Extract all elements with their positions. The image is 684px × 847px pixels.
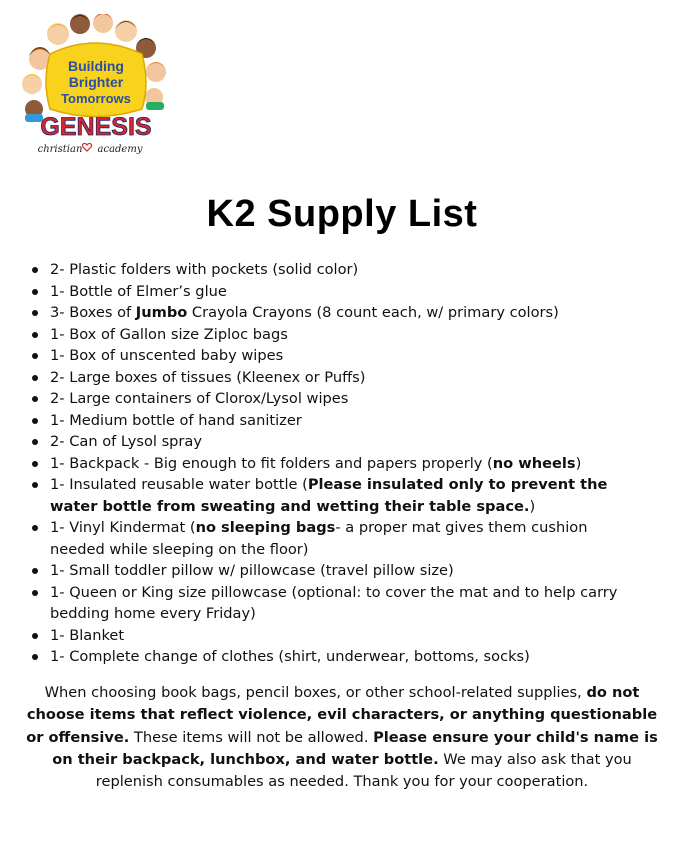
bullet-icon — [32, 654, 38, 660]
list-item — [30, 582, 645, 625]
item-text-pre: 2- Can of Lysol spray — [50, 433, 203, 450]
bullet-icon — [32, 396, 38, 402]
list-item — [30, 324, 645, 346]
footer-bold-2: Please ensure your child's name is on their backpack, lunchbox, and water bottle. — [52, 728, 658, 768]
bullet-icon — [32, 418, 38, 424]
item-text-post: - a proper mat gives them cushion needed while sleeping on the floor) — [50, 519, 588, 558]
heart-icon — [82, 144, 91, 151]
bullet-icon — [32, 439, 38, 445]
item-text-pre: 1- Vinyl Kindermat ( — [50, 519, 196, 536]
logo-line1: Building — [68, 58, 124, 74]
list-item — [30, 367, 645, 389]
list-item — [30, 517, 645, 560]
bullet-icon — [32, 353, 38, 359]
item-text-bold: Jumbo — [135, 304, 188, 321]
list-item — [30, 431, 645, 453]
list-item — [30, 388, 645, 410]
bullet-icon — [32, 525, 38, 531]
item-text-bold: no sleeping bags — [195, 519, 336, 536]
item-text-pre: 1- Complete change of clothes (shirt, underwear, bottoms, socks) — [50, 648, 530, 665]
bullet-icon — [32, 482, 38, 488]
list-item — [30, 281, 645, 303]
bullet-icon — [32, 267, 38, 273]
item-text-pre: 1- Bottle of Elmer’s glue — [50, 282, 227, 300]
item-text-pre: 3- Boxes of — [50, 304, 136, 321]
list-item — [30, 625, 645, 647]
page-title: K2 Supply List — [206, 193, 478, 235]
list-item — [30, 453, 645, 475]
list-item — [30, 560, 645, 582]
genesis-academy-logo — [20, 14, 170, 159]
bullet-icon — [32, 568, 38, 574]
item-text-bold: Please insulated only to prevent the water bottle from sweating and wetting their table space. — [50, 476, 608, 515]
item-text-pre: 1- Box of unscented baby wipes — [50, 347, 284, 364]
logo-sub-left: christian — [37, 144, 83, 155]
item-text-post: ) — [529, 497, 536, 515]
item-text-pre: 1- Small toddler pillow w/ pillowcase (travel pillow size) — [50, 562, 454, 579]
item-text-pre: 2- Plastic folders with pockets (solid color) — [50, 261, 359, 278]
list-item — [30, 474, 645, 517]
item-text-post: Crayola Crayons (8 count each, w/ primary colors) — [187, 304, 559, 321]
item-text-pre: 1- Box of Gallon size Ziploc bags — [50, 325, 288, 343]
list-item — [30, 302, 645, 324]
item-text-pre: 2- Large containers of Clorox/Lysol wipes — [50, 390, 349, 407]
logo-brand: GENESIS — [40, 113, 152, 141]
bullet-icon — [32, 375, 38, 381]
list-item — [30, 646, 645, 668]
footer-text-3: We may also ask that you replenish consumables as needed. Thank you for your cooperation. — [95, 750, 632, 791]
footer-text-2: These items will not be allowed. — [129, 728, 374, 746]
footer-note — [22, 682, 662, 793]
bullet-icon — [32, 310, 38, 316]
bullet-icon — [32, 332, 38, 338]
logo-line2: Brighter — [68, 74, 124, 90]
item-text-pre: 2- Large boxes of tissues (Kleenex or Puffs) — [50, 368, 366, 386]
item-text-pre: 1- Insulated reusable water bottle ( — [50, 476, 308, 493]
item-text-pre: 1- Backpack - Big enough to fit folders and papers properly ( — [50, 454, 493, 472]
bullet-icon — [32, 461, 38, 467]
item-text-pre: 1- Queen or King size pillowcase (optional: to cover the mat and to help carry bedding home every Friday) — [50, 583, 618, 622]
list-item — [30, 345, 645, 367]
bullet-icon — [32, 633, 38, 639]
bullet-icon — [32, 590, 38, 596]
item-text-pre: 1- Medium bottle of hand sanitizer — [50, 411, 302, 429]
list-item — [30, 410, 645, 432]
footer-bold-1: do not choose items that reflect violence, evil characters, or anything questionable or offensive. — [26, 684, 658, 746]
item-text-post: ) — [575, 454, 582, 472]
logo-sub-right: academy — [97, 144, 143, 155]
supply-list — [30, 259, 645, 668]
item-text-pre: 1- Blanket — [50, 626, 125, 644]
logo-line3: Tomorrows — [61, 91, 131, 106]
bullet-icon — [32, 289, 38, 295]
item-text-bold: no wheels — [492, 454, 576, 472]
list-item — [30, 259, 645, 281]
footer-text-1: When choosing book bags, pencil boxes, or other school-related supplies, — [44, 684, 587, 701]
